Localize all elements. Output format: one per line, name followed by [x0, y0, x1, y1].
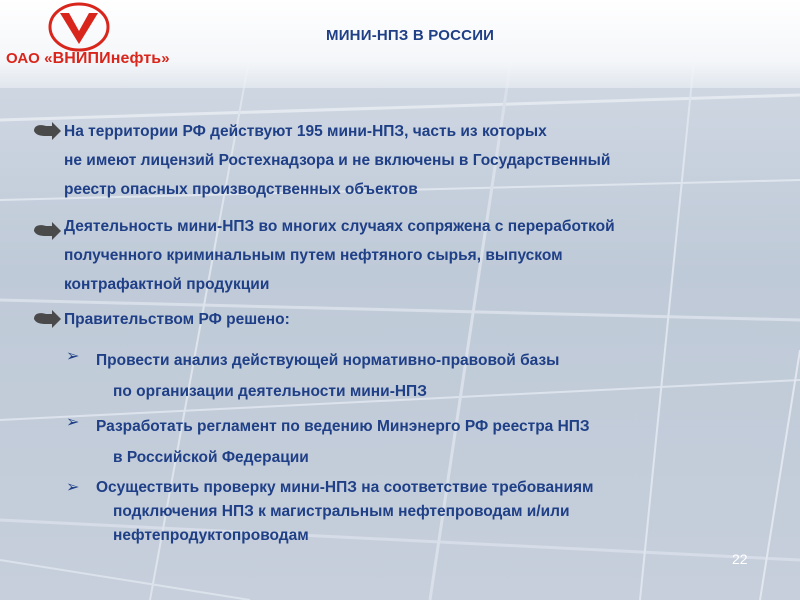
- subitem-line: Провести анализ действующей нормативно-правовой базы: [96, 352, 560, 369]
- chevron-icon: ➢: [66, 479, 80, 496]
- company-brand: ВНИПИнефть: [52, 50, 162, 67]
- subitem-line: Осуществить проверку мини-НПЗ на соответствие требованиям: [96, 479, 594, 496]
- paragraph-line: Деятельность мини-НПЗ во многих случаях сопряжена с переработкой: [64, 218, 615, 235]
- company-prefix: ОАО «: [6, 50, 53, 67]
- company-suffix: »: [161, 50, 170, 67]
- subitem-line: в Российской Федерации: [113, 449, 309, 466]
- arrow-icon: [32, 309, 62, 331]
- paragraph-3: [64, 305, 792, 334]
- paragraph-line: Правительством РФ решено:: [64, 311, 290, 328]
- subitem-3: [96, 476, 796, 548]
- subitem-line: нефтепродуктопроводам: [113, 527, 309, 544]
- chevron-icon: ➢: [66, 348, 80, 365]
- slide-title: МИНИ-НПЗ В РОССИИ: [326, 27, 495, 44]
- paragraph-2: [64, 212, 792, 299]
- chevron-icon: ➢: [66, 414, 80, 431]
- arrow-icon: [32, 121, 62, 143]
- arrow-icon: [32, 221, 62, 243]
- paragraph-line: контрафактной продукции: [64, 276, 270, 293]
- paragraph-line: полученного криминальным путем нефтяного сырья, выпуском: [64, 247, 563, 264]
- subitem-line: Разработать регламент по ведению Минэнерго РФ реестра НПЗ: [96, 418, 590, 435]
- subitem-2: [96, 411, 796, 473]
- subitem-line: подключения НПЗ к магистральным нефтепроводам и/или: [113, 503, 570, 520]
- paragraph-line: не имеют лицензий Ростехнадзора и не включены в Государственный: [64, 152, 611, 169]
- header-band: [0, 0, 800, 88]
- company-logo: [48, 2, 110, 52]
- paragraph-line: На территории РФ действуют 195 мини-НПЗ, часть из которых: [64, 123, 547, 140]
- paragraph-1: [64, 117, 792, 204]
- paragraph-line: реестр опасных производственных объектов: [64, 181, 418, 198]
- page-number: 22: [732, 551, 748, 567]
- subitem-1: [96, 345, 796, 407]
- subitem-line: по организации деятельности мини-НПЗ: [113, 383, 427, 400]
- company-name: [6, 50, 170, 68]
